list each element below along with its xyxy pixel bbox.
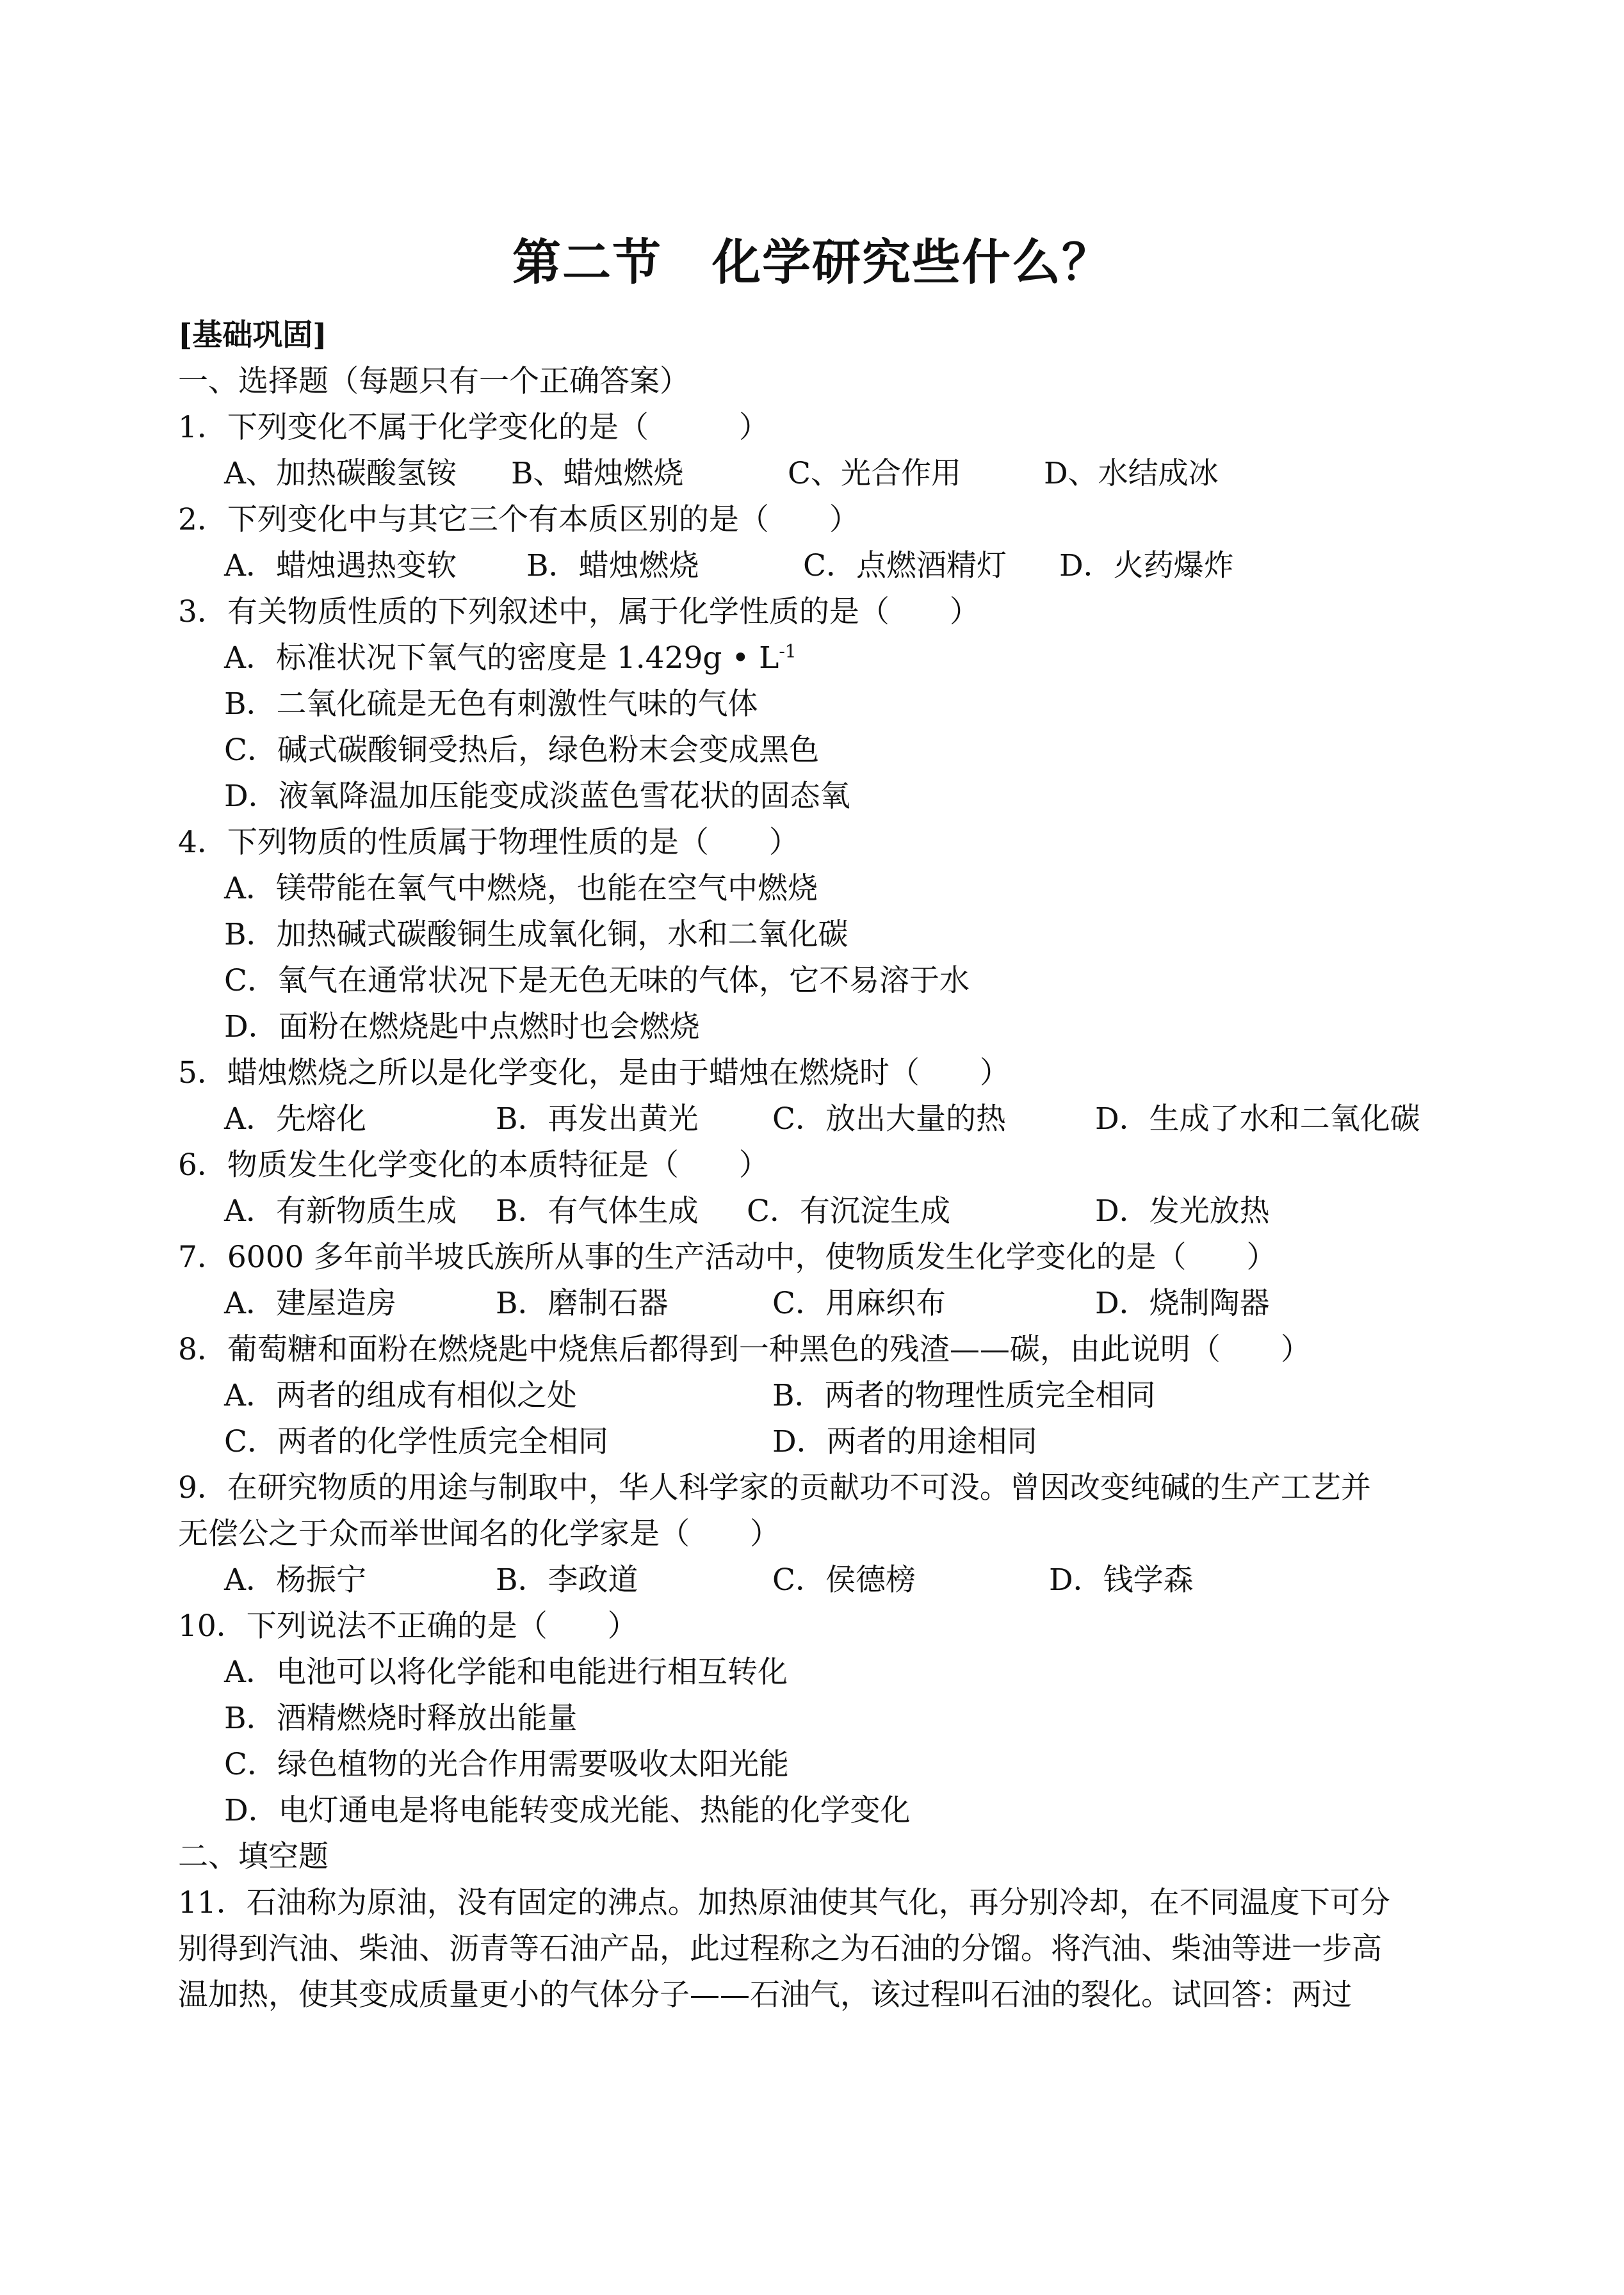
question-3-option-a-superscript: -1 xyxy=(779,640,797,662)
question-4-option-a: A．镁带能在氧气中燃烧，也能在空气中燃烧 xyxy=(224,871,818,906)
question-6-option-b: B．有气体生成 xyxy=(496,1194,699,1229)
question-3-option-b: B．二氧化硫是无色有刺激性气味的气体 xyxy=(224,686,758,722)
question-9-option-c: C．侯德榜 xyxy=(772,1562,916,1598)
question-2-option-b: B．蜡烛燃烧 xyxy=(526,548,699,583)
question-4-option-b: B．加热碱式碳酸铜生成氧化铜，水和二氧化碳 xyxy=(224,917,849,952)
question-1-options xyxy=(178,451,1446,497)
worksheet-body xyxy=(178,312,1446,2018)
question-2-option-a: A．蜡烛遇热变软 xyxy=(224,548,457,583)
question-3-option-c: C．碱式碳酸铜受热后，绿色粉末会变成黑色 xyxy=(224,733,819,768)
question-2-stem: 2．下列变化中与其它三个有本质区别的是（ ） xyxy=(178,502,859,537)
question-11-line3: 温加热，使其变成质量更小的气体分子——石油气，该过程叫石油的裂化。试回答：两过 xyxy=(178,1977,1352,2013)
question-6-options xyxy=(178,1188,1446,1235)
question-4-stem: 4．下列物质的性质属于物理性质的是（ ） xyxy=(178,825,799,860)
question-9-option-b: B．李政道 xyxy=(496,1562,638,1598)
question-1-stem: 1．下列变化不属于化学变化的是（ ） xyxy=(178,410,769,445)
question-8-option-a: A．两者的组成有相似之处 xyxy=(224,1378,577,1413)
page-title: 第二节 化学研究些什么？ xyxy=(512,234,1112,291)
question-1-option-b: B、蜡烛燃烧 xyxy=(511,456,684,491)
question-10-option-c: C．绿色植物的光合作用需要吸收太阳光能 xyxy=(224,1747,789,1782)
question-2-option-d: D．火药爆炸 xyxy=(1059,548,1234,583)
question-11-line2: 别得到汽油、柴油、沥青等石油产品，此过程称之为石油的分馏。将汽油、柴油等进一步高 xyxy=(178,1931,1382,1967)
question-10-option-d: D．电灯通电是将电能转变成光能、热能的化学变化 xyxy=(224,1793,911,1828)
question-8-option-b: B．两者的物理性质完全相同 xyxy=(772,1378,1156,1413)
question-6-stem: 6．物质发生化学变化的本质特征是（ ） xyxy=(178,1148,769,1183)
question-3-stem: 3．有关物质性质的下列叙述中，属于化学性质的是（ ） xyxy=(178,594,980,629)
question-5-option-c: C．放出大量的热 xyxy=(772,1101,1006,1137)
question-10-stem: 10．下列说法不正确的是（ ） xyxy=(178,1609,638,1644)
question-11-line1: 11．石油称为原油，没有固定的沸点。加热原油使其气化，再分别冷却，在不同温度下可分 xyxy=(178,1885,1390,1920)
question-1-option-c: C、光合作用 xyxy=(788,456,961,491)
question-5-option-b: B．再发出黄光 xyxy=(496,1101,699,1137)
question-8-options-row2 xyxy=(178,1419,1446,1465)
question-2-option-c: C．点燃酒精灯 xyxy=(803,548,1007,583)
question-3-option-d: D．液氧降温加压能变成淡蓝色雪花状的固态氧 xyxy=(224,779,850,814)
question-10-option-b: B．酒精燃烧时释放出能量 xyxy=(224,1701,578,1736)
question-1-option-d: D、水结成冰 xyxy=(1044,456,1219,491)
question-10-option-a: A．电池可以将化学能和电能进行相互转化 xyxy=(224,1655,788,1690)
question-7-option-a: A．建屋造房 xyxy=(224,1286,396,1321)
question-7-options xyxy=(178,1281,1446,1327)
question-9-options xyxy=(178,1557,1446,1603)
question-3-option-a-text: A．标准状况下氧气的密度是 1.429g • L xyxy=(224,640,779,676)
question-9-option-a: A．杨振宁 xyxy=(224,1562,366,1598)
question-9-stem-line1: 9．在研究物质的用途与制取中，华人科学家的贡献功不可没。曾因改变纯碱的生产工艺并 xyxy=(178,1470,1371,1505)
question-1-option-a: A、加热碳酸氢铵 xyxy=(224,456,457,491)
question-9-stem-line2: 无偿公之于众而举世闻名的化学家是（ ） xyxy=(178,1516,780,1552)
question-7-stem: 7．6000 多年前半坡氏族所从事的生产活动中，使物质发生化学变化的是（ ） xyxy=(178,1240,1277,1275)
question-4-option-d: D．面粉在燃烧匙中点燃时也会燃烧 xyxy=(224,1009,700,1044)
section-label: [基础巩固] xyxy=(178,318,327,353)
question-6-option-d: D．发光放热 xyxy=(1095,1194,1270,1229)
question-8-option-d: D．两者的用途相同 xyxy=(772,1424,1037,1459)
question-8-option-c: C．两者的化学性质完全相同 xyxy=(224,1424,608,1459)
question-8-stem: 8．葡萄糖和面粉在燃烧匙中烧焦后都得到一种黑色的残渣——碳，由此说明（ ） xyxy=(178,1332,1311,1367)
question-5-option-d: D．生成了水和二氧化碳 xyxy=(1095,1101,1420,1137)
question-5-option-a: A．先熔化 xyxy=(224,1101,366,1137)
question-7-option-c: C．用麻织布 xyxy=(772,1286,946,1321)
part1-heading: 一、选择题（每题只有一个正确答案） xyxy=(178,364,690,399)
question-6-option-a: A．有新物质生成 xyxy=(224,1194,457,1229)
question-9-option-d: D．钱学森 xyxy=(1049,1562,1194,1598)
question-5-options xyxy=(178,1096,1446,1142)
question-5-stem: 5．蜡烛燃烧之所以是化学变化，是由于蜡烛在燃烧时（ ） xyxy=(178,1055,1010,1091)
question-7-option-d: D．烧制陶器 xyxy=(1095,1286,1270,1321)
question-8-options-row1 xyxy=(178,1373,1446,1419)
question-6-option-c: C．有沉淀生成 xyxy=(747,1194,950,1229)
question-3-option-a xyxy=(178,635,1446,681)
question-2-options xyxy=(178,543,1446,589)
question-7-option-b: B．磨制石器 xyxy=(496,1286,669,1321)
question-4-option-c: C．氧气在通常状况下是无色无味的气体，它不易溶于水 xyxy=(224,963,970,998)
part2-heading: 二、填空题 xyxy=(178,1839,329,1874)
